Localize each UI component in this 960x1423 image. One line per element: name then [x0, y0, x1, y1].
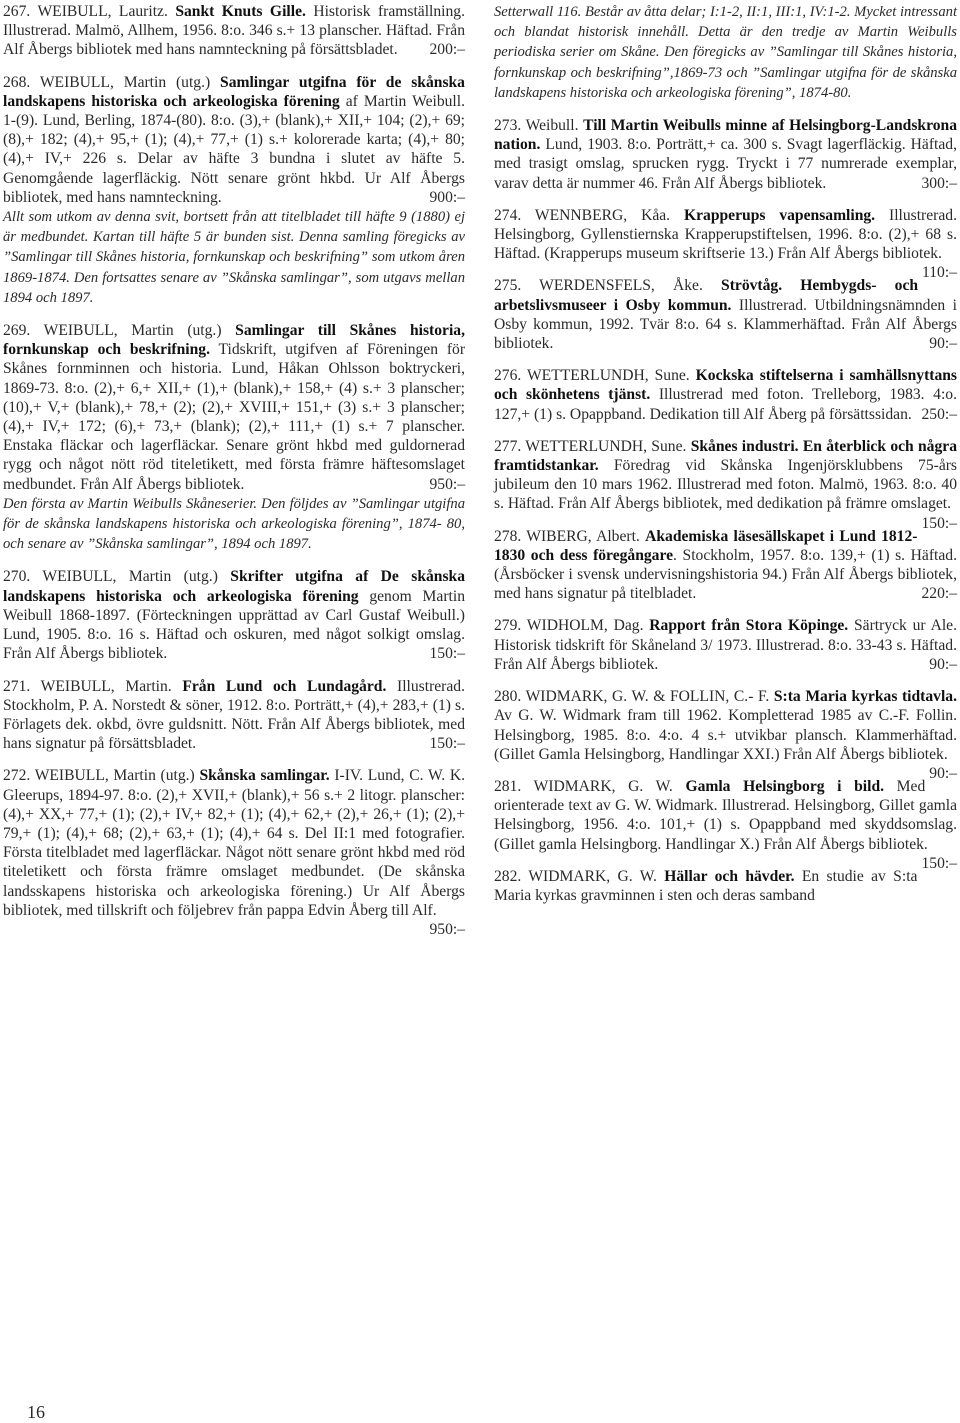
entry-description: Illustrerad. Helsingborg, Gyllenstiernska Krapperupstiftelsen, 1996. 8:o. (2),+ 68 s. Häftad. (Krapperups museum skriftserie 13.) Från Alf Åbergs bibliotek.: [494, 206, 957, 263]
catalog-entry: [494, 206, 957, 282]
entry-description: Särtryck ur Ale. Historisk tidskrift för Skåneland 3/ 1973. Illustrerad. 8:o. 33-43 s. Häftad. Från Alf Åbergs bibliotek.: [494, 617, 957, 673]
entry-description: Lund, 1903. 8:o. Porträtt,+ ca. 300 s. Svagt lagerfläckig. Häftad, med trasigt omslag, sprucken rygg. Tryckt i 77 numrerade exemplar, varav detta är nummer 46. Från Alf Åbergs bibliotek.: [494, 136, 957, 192]
catalog-entry: [3, 321, 465, 554]
entry-text: [494, 276, 957, 353]
catalog-entry: [3, 567, 465, 663]
catalog-entry: [3, 677, 465, 754]
entry-gap: [494, 514, 957, 527]
catalog-entry: [494, 116, 957, 193]
entry-price: 200:–: [429, 41, 465, 59]
catalog-entry: [3, 73, 465, 308]
entry-number-author: 267. WEIBULL, Lauritz.: [3, 3, 176, 20]
entry-title: S:ta Maria kyrkas tidtavla.: [773, 688, 957, 706]
catalog-entry: [3, 2, 465, 60]
entry-text: [494, 527, 957, 604]
entry-description: af Martin Weibull. 1-(9). Lund, Berling, 1874-(80). 8:o. (3),+ (blank),+ XII,+ 104; (2),+ 69; (8),+ 182; (4),+ 95,+ (1); (4),+ 77,+ (1) s.+ kolorerade karta; (4),+ 80; (4),+ IV,+ 226 s. Delar av häfte 3 bundna i slutet av häfte 5. Genomgående lagerfläckig. Nött senare grönt hkbd. Ur Alf Åbergs bibliotek, med hans namnteckning.: [3, 92, 465, 206]
entry-description: Föredrag vid Skånska Ingenjörsklubbens 75-års jubileum den 10 mars 1962. Illustrerad med foton. Malmö, 1963. 8:o. 40 s. Häftad. Från Alf Åbergs bibliotek, med dedikation på främre omslaget.: [494, 457, 957, 513]
entry-title: Sankt Knuts Gille.: [175, 3, 306, 20]
entry-number-author: 279. WIDHOLM, Dag.: [494, 617, 650, 635]
entry-title: Samlingar till Skånes historia, fornkunskap och beskrifning.: [3, 322, 465, 359]
continued-note: Setterwall 116. Består av åtta delar; I:1-2, II:1, III:1, IV:1-2. Mycket intressant och blandat historisk innehåll. Detta är den tredje av Martin Weibulls periodiska serier om Skåne. Den föregicks av ”Samlingar till Skånes historia, fornkunskap och beskrifning”,1869-73 och ”Samlingar utgifna för de skånska landskapens historiska och arkeologiska förening”, 1874-80.: [494, 4, 957, 101]
entry-price: 90:–: [929, 655, 957, 673]
entry-text: [3, 73, 465, 207]
entry-text: [494, 687, 957, 782]
entry-number-author: 273. Weibull.: [494, 117, 584, 135]
entry-gap: [3, 554, 465, 567]
catalog-entry: [494, 527, 957, 604]
entry-number-author: 268. WEIBULL, Martin (utg.): [3, 73, 221, 91]
entry-text: [494, 206, 957, 282]
entry-description: Av G. W. Widmark fram till 1962. Kompletterad 1985 av C.-F. Follin. Helsingborg, 1985. 8:o. 4:o. 4 s.+ utvikbar plansch. Klammerhäftad. (Gillet Gamla Helsingborg, Handlingar XXI.) Från Alf Åbergs bibliotek.: [494, 707, 957, 763]
entry-text: [494, 867, 957, 905]
entry-title: Rapport från Stora Köpinge.: [649, 617, 849, 635]
entry-number-author: 278. WIBERG, Albert.: [494, 527, 646, 545]
catalog-entry: [494, 437, 957, 532]
entry-description: Illustrerad. Utbildningsnämnden i Osby kommun, 1992. Tvär 8:o. 64 s. Klammerhäftad. Från Alf Åbergs bibliotek.: [494, 296, 957, 353]
entry-price: 250:–: [921, 405, 957, 423]
entry-title: Samlingar utgifna för de skånska landskapens historiska och arkeologiska förening: [3, 73, 465, 110]
entry-title: Gamla Helsingborg i bild.: [685, 777, 885, 795]
entry-price: 150:–: [429, 645, 465, 663]
entry-title: Kockska stiftelserna i samhällsnyttans och skönhetens tjänst.: [494, 367, 958, 404]
entry-gap: [494, 854, 957, 867]
entry-title: Hällar och hävder.: [664, 867, 795, 885]
entry-title: Strövtåg. Hembygds- och arbetslivsmuseer i Osby kommun.: [494, 277, 919, 314]
entry-number-author: 280. WIDMARK, G. W. & FOLLIN, C.- F.: [494, 688, 774, 706]
entry-price: 150:–: [921, 854, 957, 872]
entry-description: Tidskrift, utgifven af Föreningen för Skånes fornminnen och historia. Lund, Håkan Ohlsson boktryckeri, 1869-73. 8:o. (2),+ 6,+ XII,+ (1),+ (blank),+ 158,+ (4) s.+ 3 planscher; (10),+ V,+ (blank),+ 78,+ (2); (2),+ XVIII,+ 151,+ (3) s.+ 3 planscher; (4),+ IV,+ 172; (6),+ 73,+ (blank); (2),+ 111,+ (1) s.+ 7 planscher. Enstaka fläckar och lagerfläckar. Senare grönt hkbd med guldornerad rygg och något nött röd titeletikett, med första främre häftesomslaget medbundet. Från Alf Åbergs bibliotek.: [3, 341, 466, 493]
entry-title: Skrifter utgifna af De skånska landskapens historiska och arkeologiska förening: [3, 568, 465, 605]
entry-title: Krapperups vapensamling.: [683, 206, 876, 224]
entry-description: En studie av S:ta Maria kyrkas gravminnen i sten och deras samband: [494, 867, 918, 904]
entry-text: [494, 777, 957, 872]
entry-description: genom Martin Weibull 1868-1897. (Förteckningen upprättad av Carl Gustaf Weibull.) Lund, 1905. 8:o. 16 s. Häftad och oskuren, med något solkigt omslag. Från Alf Åbergs bibliotek.: [3, 587, 465, 663]
entry-price: 300:–: [921, 174, 957, 192]
entry-gap: [494, 764, 957, 777]
entry-description: I-IV. Lund, C. W. K. Gleerups, 1894-97. 8:o. (2),+ XVII,+ (blank),+ 56 s.+ 2 litogr. planscher: (4),+ XX,+ 77,+ (1); (2),+ IV,+ 82,+ (1); (4),+ 62,+ (2),+ 26,+ (1); (2),+ 79,+ (1); (4),+ 68; (2),+ 63,+ (1); (4),+ 64 s. Del II:1 med fotografier. Första titelbladet med lagerfläckar. Något nött senare grönt hkbd med röd titeletikett och första främre omslaget medbundet. (De skånska landsskapens historiska och arkeologiska förening.) Ur Alf Åbergs bibliotek, med tillskrift och följebrev från pappa Edvin Åberg till Alf.: [3, 767, 465, 919]
left-column: [3, 2, 465, 939]
entry-text: [494, 616, 957, 674]
catalog-entry: [494, 777, 957, 872]
entry-gap: [3, 753, 465, 766]
entry-price: 900:–: [429, 188, 465, 206]
entry-number-author: 271. WEIBULL, Martin.: [3, 677, 183, 695]
catalog-entry: [494, 867, 957, 905]
entry-title: Skånska samlingar.: [199, 767, 330, 785]
entry-price: 150:–: [921, 514, 957, 532]
entry-title: Till Martin Weibulls minne af Helsingborg-Landskrona nation.: [494, 117, 957, 154]
catalog-entry: [3, 766, 465, 938]
entry-note: Den första av Martin Weibulls Skåneserier. Den följdes av ”Samlingar utgifna för de skånska landskapens historiska och arkeologiska förening”, 1874- 80, och senare av ”Skånska samlingar”, 1894 och 1897.: [3, 495, 465, 553]
entry-text: [3, 321, 465, 494]
entry-text: [3, 2, 465, 60]
entry-price: 110:–: [922, 264, 957, 282]
entry-title: Akademiska läsesällskapet i Lund 1812-1830 och dess föregångare: [494, 527, 918, 564]
entry-number-author: 281. WIDMARK, G. W.: [494, 777, 686, 795]
entry-price: 150:–: [429, 735, 465, 753]
entry-text: [494, 437, 957, 532]
entry-price: 90:–: [929, 335, 957, 353]
entry-gap: [494, 424, 957, 437]
entry-number-author: 275. WERDENSFELS, Åke.: [494, 277, 722, 295]
right-column: [494, 2, 957, 905]
entry-description: . Stockholm, 1957. 8:o. 139,+ (1) s. Häftad. (Årsböcker i svensk undervisningshistoria 94.) Från Alf Åbergs bibliotek, med hans signatur på titelbladet.: [494, 546, 957, 603]
entry-description: Med orienterade text av G. W. Widmark. Illustrerad. Helsingborg, Gillet gamla Helsingborg, 1956. 4:o. 101,+ (1) s. Opappband med skyddsomslag. (Gillet gamla Helsingborg. Handlingar X.) Från Alf Åbergs bibliotek.: [494, 777, 957, 853]
entry-number-author: 277. WETTERLUNDH, Sune.: [494, 437, 691, 455]
entry-gap: [3, 60, 465, 73]
entry-number-author: 276. WETTERLUNDH, Sune.: [494, 367, 696, 385]
entry-gap: [494, 353, 957, 366]
entry-number-author: 272. WEIBULL, Martin (utg.): [3, 767, 200, 785]
entry-gap: [494, 674, 957, 687]
catalog-entry: [494, 687, 957, 782]
entry-gap: [494, 263, 957, 276]
entry-title: Från Lund och Lundagård.: [182, 677, 387, 695]
entry-text: [3, 766, 465, 938]
entry-description: Historisk framställning. Illustrerad. Malmö, Allhem, 1956. 8:o. 346 s.+ 13 planscher. Häftad. Från Alf Åbergs bibliotek med hans namnteckning på försättsbladet.: [3, 3, 465, 59]
entry-price: 220:–: [921, 585, 957, 603]
catalog-entry: [494, 616, 957, 674]
entry-gap: [3, 308, 465, 321]
entry-text: [3, 677, 465, 754]
entry-number-author: 274. WENNBERG, Kåa.: [494, 206, 684, 224]
entry-description: Illustrerad med foton. Trelleborg, 1983. 4:o. 127,+ (1) s. Opappband. Dedikation till Alf Åberg på försättssidan.: [494, 386, 957, 423]
entry-price: 950:–: [429, 920, 465, 938]
entry-number-author: 270. WEIBULL, Martin (utg.): [3, 568, 231, 586]
entry-price: 90:–: [929, 764, 957, 782]
entry-gap: [3, 664, 465, 677]
entry-price: 950:–: [429, 475, 465, 493]
entry-text: [494, 366, 957, 424]
entry-note: Allt som utkom av denna svit, bortsett från att titelbladet till häfte 9 (1880) ej är medbundet. Kartan till häfte 5 är bunden sist. Denna samling föregicks av ”Samlingar till Skånes historia, fornkunskap och beskrifning” som utkom åren 1869-1874. Den fortsattes senare av ”Skånska samlingar”, som utgavs mellan 1894 och 1897.: [3, 209, 465, 306]
entry-gap: [494, 603, 957, 616]
page-number: 16: [27, 1402, 45, 1422]
entry-gap: [494, 103, 957, 116]
entry-gap: [494, 193, 957, 206]
entry-title: Skånes industri. En återblick och några framtidstankar.: [494, 437, 957, 475]
catalog-entry: [494, 276, 957, 353]
entry-text: [494, 116, 957, 193]
entry-number-author: 269. WEIBULL, Martin (utg.): [3, 322, 236, 340]
catalog-entry: [494, 366, 957, 424]
entry-description: Illustrerad. Stockholm, P. A. Norstedt & söner, 1912. 8:o. Porträtt,+ (4),+ 283,+ (1) s. Förlagets dek. okbd, övre guldsnitt. Nött. Från Alf Åbergs bibliotek, med hans signatur på försättsbladet.: [3, 677, 465, 753]
entry-number-author: 282. WIDMARK, G. W.: [494, 867, 665, 885]
entry-text: [3, 567, 465, 663]
